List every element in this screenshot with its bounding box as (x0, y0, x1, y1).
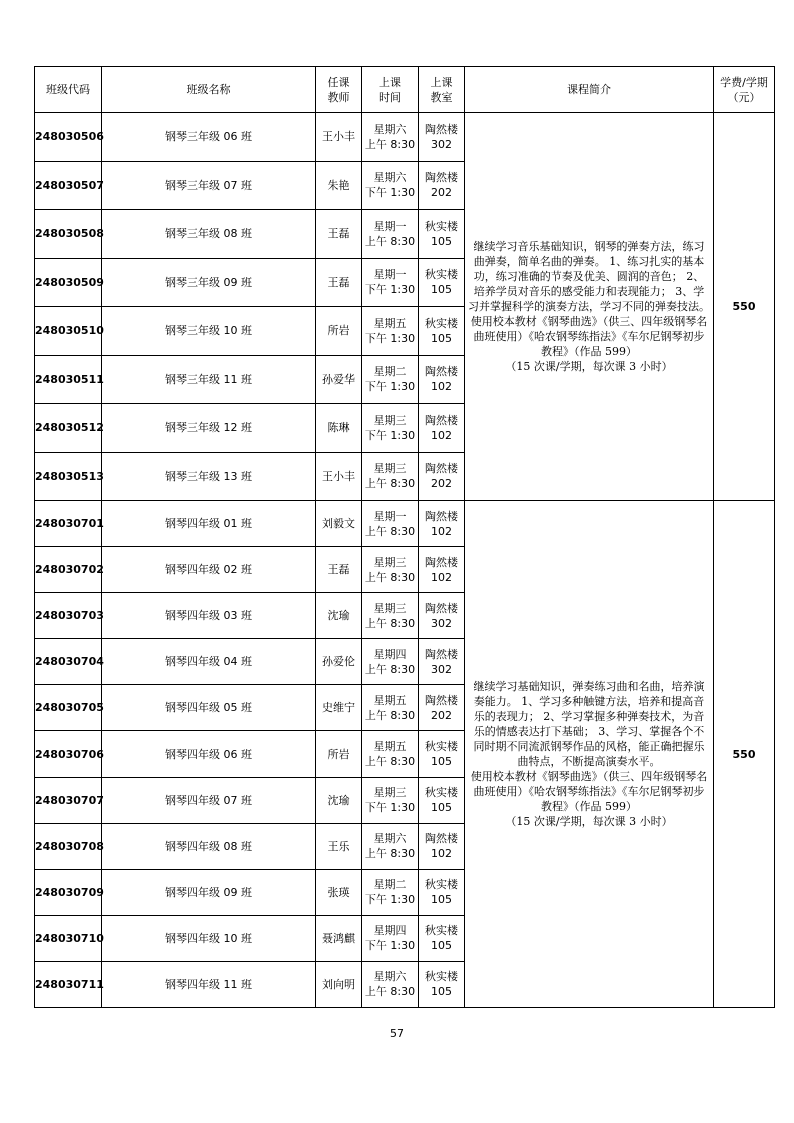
class-time (362, 823, 419, 869)
class-time (362, 501, 419, 547)
class-name: 钢琴三年级 12 班 (102, 404, 316, 453)
class-code: 248030508 (35, 210, 102, 259)
teacher-name: 王磊 (316, 258, 362, 307)
class-code: 248030711 (35, 961, 102, 1007)
class-time (362, 639, 419, 685)
room-number: 202 (431, 186, 452, 200)
class-day: 星期一 (373, 509, 407, 523)
class-name: 钢琴四年级 03 班 (102, 593, 316, 639)
room-building: 陶然楼 (425, 832, 458, 846)
class-day: 星期三 (373, 601, 407, 615)
class-room (419, 161, 465, 210)
class-time (362, 547, 419, 593)
room-building: 陶然楼 (425, 171, 458, 185)
room-building: 陶然楼 (425, 462, 458, 476)
class-day: 星期三 (373, 555, 407, 569)
course-intro-line: （15 次课/学期，每次课 3 小时） (505, 815, 673, 829)
room-building: 陶然楼 (425, 647, 458, 661)
teacher-name: 所岩 (316, 731, 362, 777)
room-building: 陶然楼 (425, 413, 458, 427)
class-room (419, 355, 465, 404)
class-hour: 上午 8:30 (364, 477, 416, 491)
class-room (419, 501, 465, 547)
course-intro-line: 功，练习准确的节奏及优美、圆润的音色； 2、 (473, 270, 705, 283)
class-time (362, 593, 419, 639)
class-code: 248030513 (35, 452, 102, 501)
course-intro-line: 奏能力。 1、学习多种触键方法，培养和提高音 (473, 695, 705, 709)
class-day: 星期二 (373, 365, 407, 379)
class-name: 钢琴四年级 07 班 (102, 777, 316, 823)
class-code: 248030509 (35, 258, 102, 307)
tuition-fee: 550 (714, 113, 775, 501)
teacher-name: 陈琳 (316, 404, 362, 453)
class-code: 248030702 (35, 547, 102, 593)
room-building: 陶然楼 (425, 555, 458, 569)
course-intro-line: 同时期不同流派钢琴作品的风格，能正确把握乐 (473, 740, 705, 754)
class-code: 248030701 (35, 501, 102, 547)
teacher-name: 史维宁 (316, 685, 362, 731)
class-hour: 下午 1:30 (364, 939, 416, 953)
class-day: 星期五 (373, 740, 407, 754)
class-code: 248030511 (35, 355, 102, 404)
class-day: 星期六 (373, 970, 407, 984)
class-code: 248030506 (35, 113, 102, 162)
class-hour: 上午 8:30 (364, 847, 416, 861)
teacher-name: 王小丰 (316, 452, 362, 501)
class-time (362, 307, 419, 356)
room-number: 102 (431, 380, 452, 394)
course-intro-line: 曲班使用）《哈农钢琴练指法》《车尔尼钢琴初步 (473, 330, 705, 343)
room-number: 105 (431, 755, 452, 769)
class-time (362, 915, 419, 961)
header-class-name: 班级名称 (102, 67, 316, 113)
class-hour: 上午 8:30 (364, 755, 416, 769)
class-room (419, 639, 465, 685)
class-name: 钢琴四年级 01 班 (102, 501, 316, 547)
class-code: 248030512 (35, 404, 102, 453)
room-building: 秋实楼 (425, 268, 458, 282)
room-building: 秋实楼 (425, 219, 458, 233)
room-number: 302 (431, 662, 452, 676)
room-number: 105 (431, 283, 452, 297)
class-day: 星期四 (373, 647, 407, 661)
class-name: 钢琴四年级 05 班 (102, 685, 316, 731)
room-building: 秋实楼 (425, 970, 458, 984)
class-hour: 上午 8:30 (364, 234, 416, 248)
room-building: 秋实楼 (425, 316, 458, 330)
class-hour: 上午 8:30 (364, 524, 416, 538)
class-time (362, 685, 419, 731)
class-time (362, 161, 419, 210)
room-number: 202 (431, 708, 452, 722)
table-row (35, 501, 775, 547)
header-time: 上课 时间 (362, 67, 419, 113)
course-intro (465, 501, 714, 1008)
class-name: 钢琴三年级 11 班 (102, 355, 316, 404)
class-room (419, 823, 465, 869)
class-name: 钢琴四年级 11 班 (102, 961, 316, 1007)
class-code: 248030706 (35, 731, 102, 777)
class-room (419, 869, 465, 915)
course-intro-line: 乐的情感表达打下基础； 3、学习、掌握各个不 (473, 725, 705, 739)
class-time (362, 355, 419, 404)
class-hour: 上午 8:30 (364, 708, 416, 722)
class-room (419, 258, 465, 307)
class-room (419, 452, 465, 501)
course-intro-line: 乐的表现力； 2、学习掌握多种弹奏技术，为音 (473, 710, 705, 724)
course-intro-line: 使用校本教材《钢琴曲选》（供三、四年级钢琴名 (470, 770, 708, 784)
course-intro-line: 曲特点，不断提高演奏水平。 (517, 755, 661, 769)
class-name: 钢琴四年级 02 班 (102, 547, 316, 593)
room-building: 秋实楼 (425, 924, 458, 938)
room-number: 102 (431, 847, 452, 861)
teacher-name: 王磊 (316, 210, 362, 259)
class-code: 248030705 (35, 685, 102, 731)
class-day: 星期五 (373, 693, 407, 707)
class-code: 248030703 (35, 593, 102, 639)
room-number: 105 (431, 893, 452, 907)
class-name: 钢琴四年级 06 班 (102, 731, 316, 777)
class-code: 248030707 (35, 777, 102, 823)
class-name: 钢琴四年级 09 班 (102, 869, 316, 915)
class-room (419, 113, 465, 162)
teacher-name: 王小丰 (316, 113, 362, 162)
class-room (419, 731, 465, 777)
class-time (362, 404, 419, 453)
class-hour: 下午 1:30 (364, 801, 416, 815)
class-time (362, 777, 419, 823)
room-building: 陶然楼 (425, 365, 458, 379)
room-number: 105 (431, 985, 452, 999)
course-intro-line: （15 次课/学期，每次课 3 小时） (505, 360, 673, 373)
table-row (35, 113, 775, 162)
class-room (419, 210, 465, 259)
class-day: 星期四 (373, 924, 407, 938)
teacher-name: 王乐 (316, 823, 362, 869)
class-time (362, 210, 419, 259)
header-course-intro: 课程简介 (465, 67, 714, 113)
class-room (419, 307, 465, 356)
class-code: 248030507 (35, 161, 102, 210)
class-time (362, 869, 419, 915)
room-number: 302 (431, 137, 452, 151)
room-building: 陶然楼 (425, 601, 458, 615)
course-intro-line: 曲弹奏，简单名曲的弹奏。 1、练习扎实的基本 (473, 255, 705, 268)
class-day: 星期六 (373, 832, 407, 846)
class-room (419, 404, 465, 453)
room-building: 秋实楼 (425, 786, 458, 800)
teacher-name: 沈瑜 (316, 593, 362, 639)
room-number: 302 (431, 616, 452, 630)
class-name: 钢琴三年级 10 班 (102, 307, 316, 356)
class-name: 钢琴三年级 09 班 (102, 258, 316, 307)
room-building: 秋实楼 (425, 740, 458, 754)
class-room (419, 685, 465, 731)
course-intro-line: 习并掌握科学的演奏方法，学习不同的弹奏技法。 (468, 300, 710, 313)
class-hour: 下午 1:30 (364, 331, 416, 345)
class-day: 星期三 (373, 786, 407, 800)
class-code: 248030704 (35, 639, 102, 685)
class-day: 星期五 (373, 316, 407, 330)
class-time (362, 961, 419, 1007)
course-intro-line: 教程》（作品 599） (541, 345, 637, 358)
page-number: 57 (390, 1027, 404, 1040)
class-day: 星期三 (373, 462, 407, 476)
class-hour: 上午 8:30 (364, 570, 416, 584)
class-time (362, 452, 419, 501)
class-name: 钢琴四年级 08 班 (102, 823, 316, 869)
room-building: 陶然楼 (425, 509, 458, 523)
teacher-name: 刘向明 (316, 961, 362, 1007)
course-intro-line: 培养学员对音乐的感受能力和表现能力； 3、学 (473, 285, 705, 298)
room-number: 105 (431, 939, 452, 953)
room-number: 105 (431, 331, 452, 345)
header-room: 上课 教室 (419, 67, 465, 113)
class-name: 钢琴四年级 10 班 (102, 915, 316, 961)
teacher-name: 孙爱伦 (316, 639, 362, 685)
class-day: 星期六 (373, 122, 407, 136)
class-hour: 下午 1:30 (364, 283, 416, 297)
class-room (419, 593, 465, 639)
class-code: 248030710 (35, 915, 102, 961)
header-teacher: 任课 教师 (316, 67, 362, 113)
teacher-name: 孙爱华 (316, 355, 362, 404)
class-day: 星期三 (373, 413, 407, 427)
class-hour: 上午 8:30 (364, 662, 416, 676)
class-name: 钢琴三年级 13 班 (102, 452, 316, 501)
header-row (35, 67, 775, 113)
room-building: 秋实楼 (425, 878, 458, 892)
teacher-name: 朱艳 (316, 161, 362, 210)
tuition-fee: 550 (714, 501, 775, 1008)
course-intro-line: 继续学习基础知识，弹奏练习曲和名曲，培养演 (473, 680, 705, 694)
header-fee: 学费/学期 （元） (714, 67, 775, 113)
class-name: 钢琴三年级 07 班 (102, 161, 316, 210)
class-hour: 下午 1:30 (364, 428, 416, 442)
class-hour: 上午 8:30 (364, 985, 416, 999)
class-name: 钢琴三年级 06 班 (102, 113, 316, 162)
course-intro (465, 113, 714, 501)
teacher-name: 所岩 (316, 307, 362, 356)
class-day: 星期一 (373, 268, 407, 282)
class-day: 星期二 (373, 878, 407, 892)
room-number: 202 (431, 477, 452, 491)
course-intro-line: 使用校本教材《钢琴曲选》（供三、四年级钢琴名 (470, 315, 708, 328)
course-intro-line: 曲班使用）《哈农钢琴练指法》《车尔尼钢琴初步 (473, 785, 705, 799)
teacher-name: 刘毅文 (316, 501, 362, 547)
class-hour: 下午 1:30 (364, 893, 416, 907)
teacher-name: 王磊 (316, 547, 362, 593)
course-intro-line: 继续学习音乐基础知识，钢琴的弹奏方法，练习 (473, 240, 705, 253)
room-number: 105 (431, 801, 452, 815)
class-day: 星期六 (373, 171, 407, 185)
class-code: 248030709 (35, 869, 102, 915)
room-number: 102 (431, 428, 452, 442)
class-hour: 上午 8:30 (364, 616, 416, 630)
header-class-code: 班级代码 (35, 67, 102, 113)
class-time (362, 258, 419, 307)
teacher-name: 沈瑜 (316, 777, 362, 823)
class-code: 248030510 (35, 307, 102, 356)
room-number: 102 (431, 570, 452, 584)
class-hour: 下午 1:30 (364, 186, 416, 200)
teacher-name: 张瑛 (316, 869, 362, 915)
class-room (419, 961, 465, 1007)
class-schedule-table (34, 66, 775, 1008)
class-room (419, 777, 465, 823)
teacher-name: 聂鸿麒 (316, 915, 362, 961)
room-building: 陶然楼 (425, 693, 458, 707)
class-room (419, 915, 465, 961)
room-number: 102 (431, 524, 452, 538)
course-intro-line: 教程》（作品 599） (541, 800, 637, 814)
room-number: 105 (431, 234, 452, 248)
room-building: 陶然楼 (425, 122, 458, 136)
class-name: 钢琴四年级 04 班 (102, 639, 316, 685)
class-code: 248030708 (35, 823, 102, 869)
class-time (362, 113, 419, 162)
class-hour: 上午 8:30 (364, 137, 416, 151)
class-room (419, 547, 465, 593)
class-day: 星期一 (373, 219, 407, 233)
class-time (362, 731, 419, 777)
class-hour: 下午 1:30 (364, 380, 416, 394)
class-name: 钢琴三年级 08 班 (102, 210, 316, 259)
